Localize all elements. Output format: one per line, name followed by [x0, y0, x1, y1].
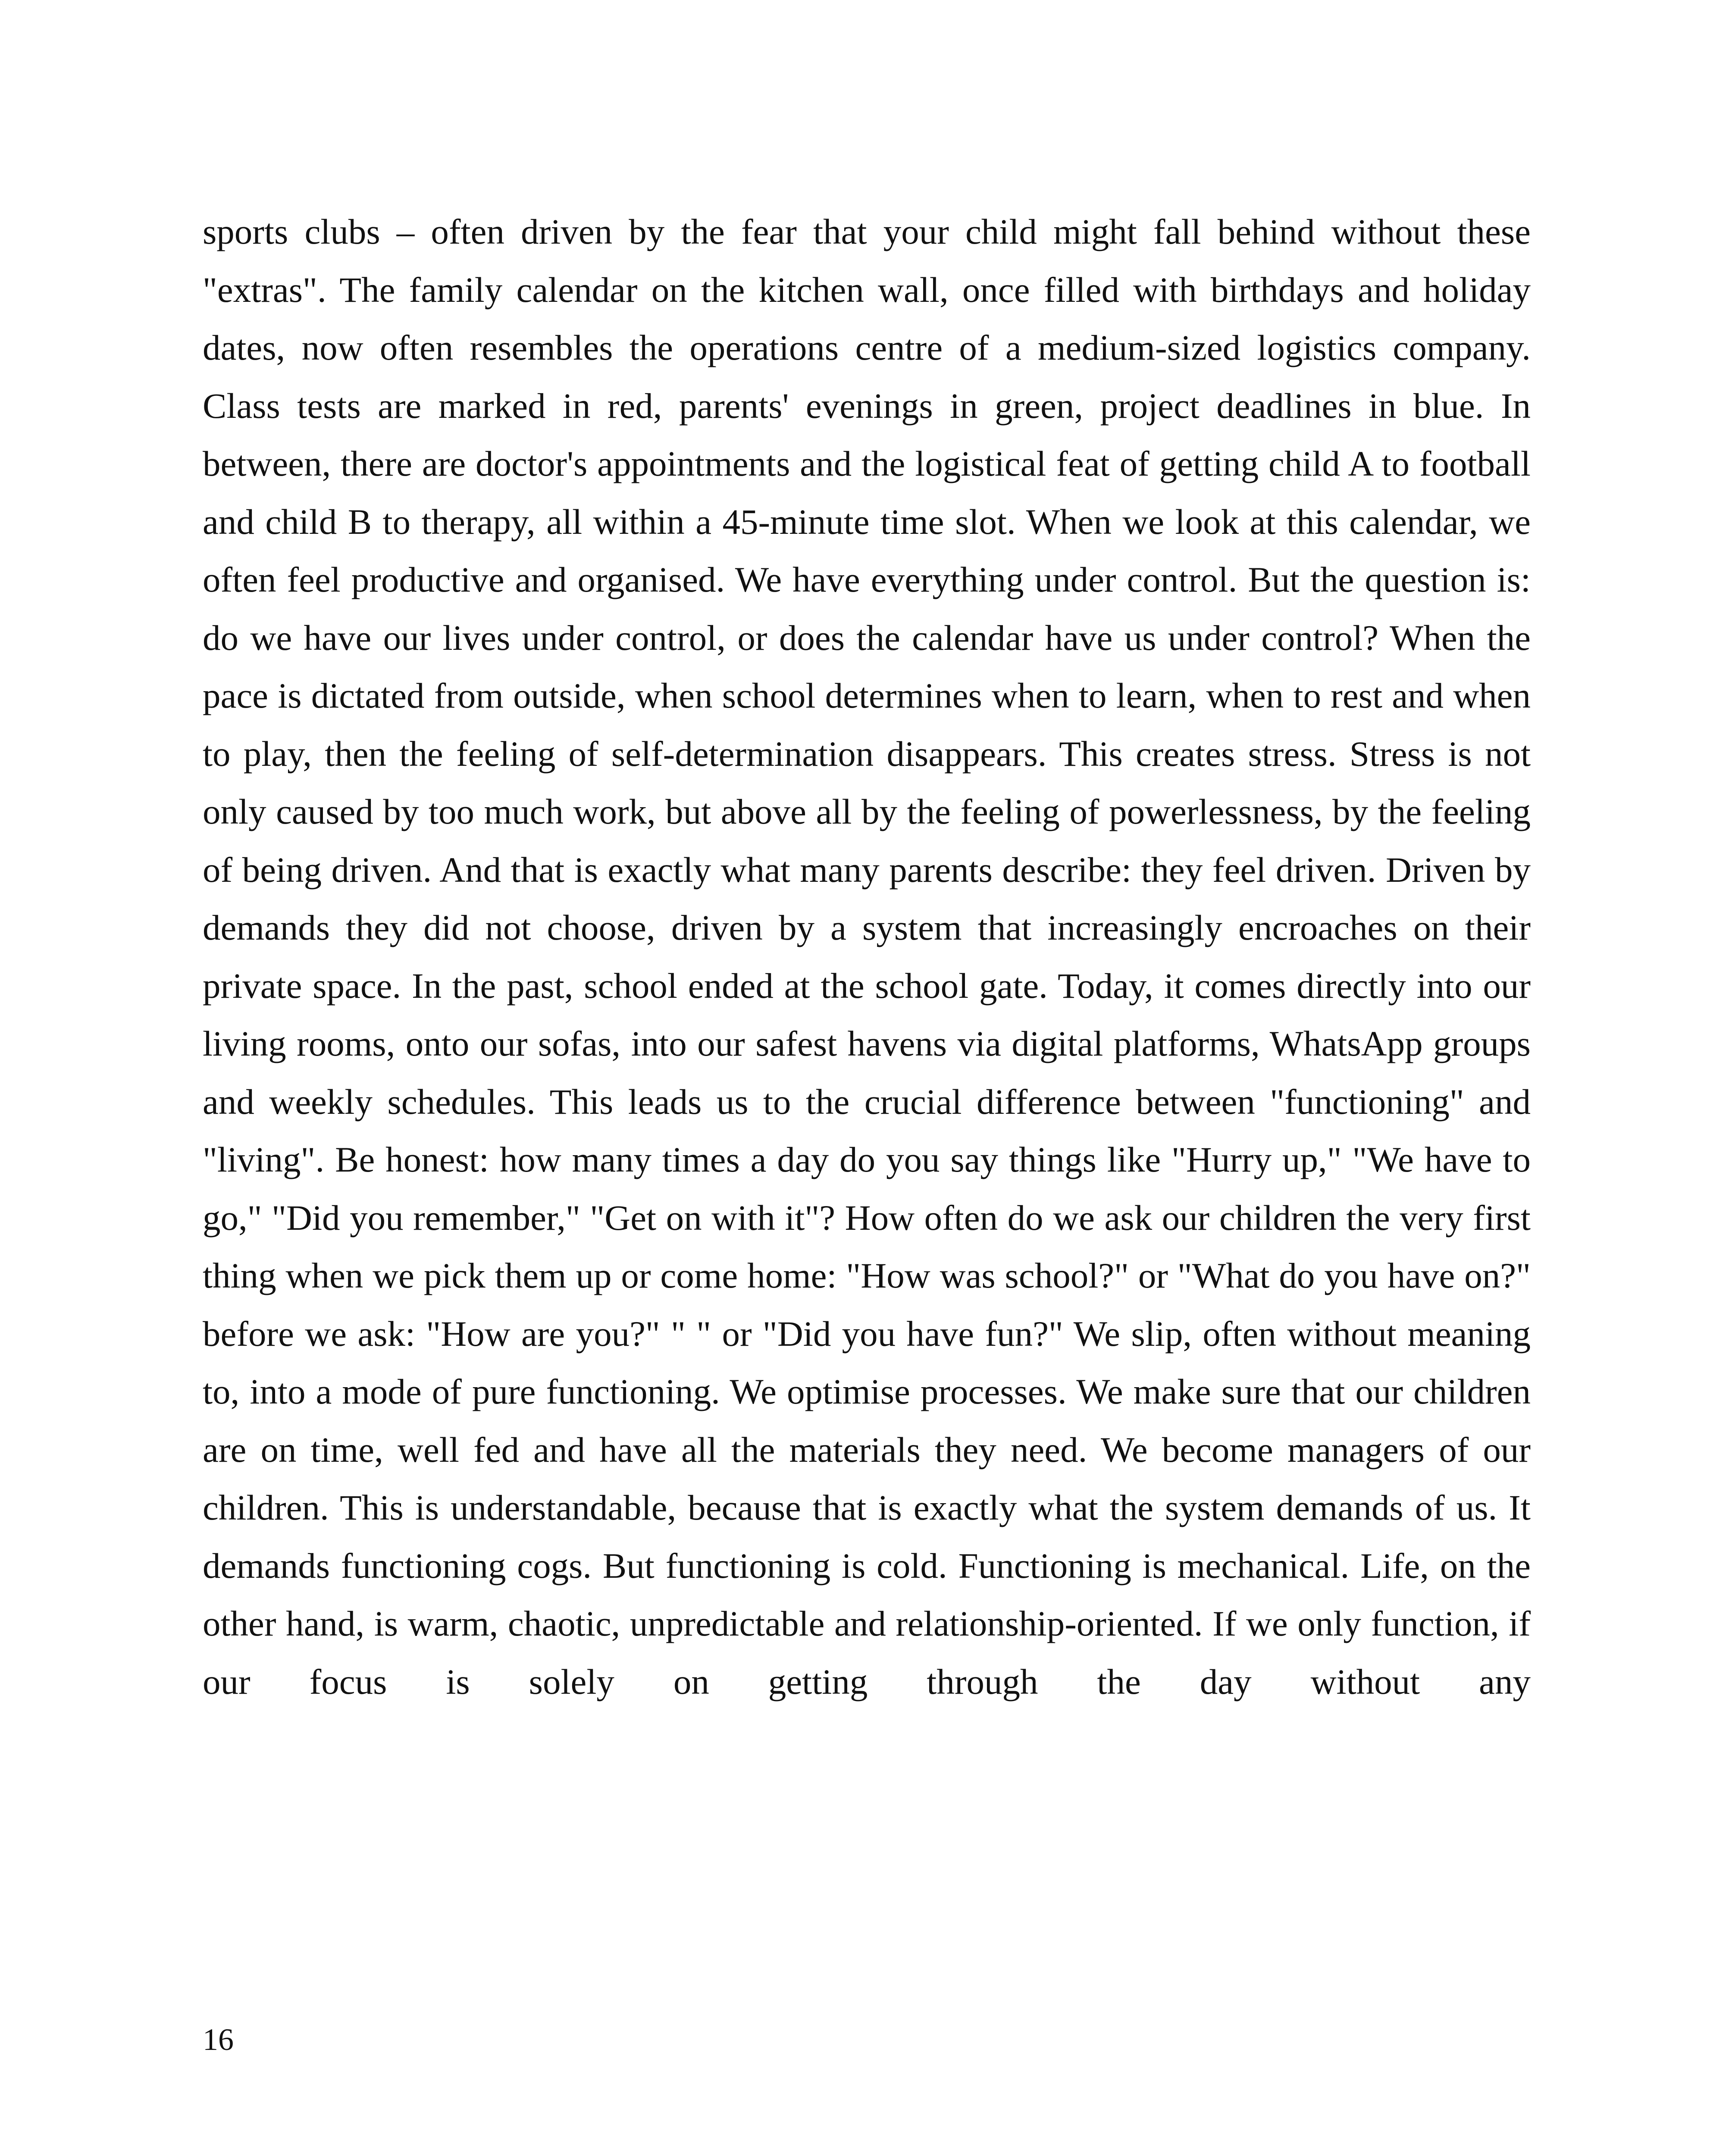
- page-number: 16: [203, 2022, 234, 2057]
- body-paragraph: sports clubs – often driven by the fear that your child might fall behind without these "extras". The family calendar on the kitchen wall, once filled with birthdays and holiday dates, now often resembles the operations centre of a medium-sized logistics company. Class tests are marked in red, parents' evenings in green, project deadlines in blue. In between, there are doctor's appointments and the logistical feat of getting child A to football and child B to therapy, all within a 45-minute time slot. When we look at this calendar, we often feel productive and organised. We have everything under control. But the question is: do we have our lives under control, or does the calendar have us under control? When the pace is dictated from outside, when school determines when to learn, when to rest and when to play, then the feeling of self-determination disappears. This creates stress. Stress is not only caused by too much work, but above all by the feeling of powerlessness, by the feeling of being driven. And that is exactly what many parents describe: they feel driven. Driven by demands they did not choose, driven by a system that increasingly encroaches on their private space. In the past, school ended at the school gate. Today, it comes directly into our living rooms, onto our sofas, into our safest havens via digital platforms, WhatsApp groups and weekly schedules. This leads us to the crucial difference between "functioning" and "living". Be honest: how many times a day do you say things like "Hurry up," "We have to go," "Did you remember," "Get on with it"? How often do we ask our children the very first thing when we pick them up or come home: "How was school?" or "What do you have on?" before we ask: "How are you?" " " or "Did you have fun?" We slip, often without meaning to, into a mode of pure functioning. We optimise processes. We make sure that our children are on time, well fed and have all the materials they need. We become managers of our children. This is understandable, because that is exactly what the system demands of us. It demands functioning cogs. But functioning is cold. Functioning is mechanical. Life, on the other hand, is warm, chaotic, unpredictable and relationship-oriented. If we only function, if our focus is solely on getting through the day without any: [203, 212, 1531, 1702]
